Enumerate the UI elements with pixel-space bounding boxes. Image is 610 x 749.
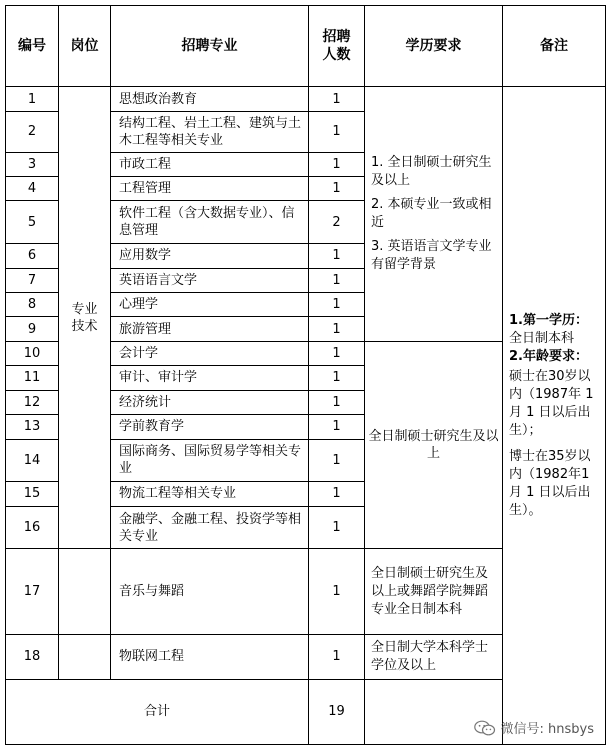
cell-major: 审计、审计学	[111, 366, 309, 390]
cell-education-group3: 全日制硕士研究生及以上或舞蹈学院舞蹈专业全日制本科	[365, 549, 503, 635]
header-no: 编号	[6, 6, 59, 87]
cell-count: 1	[309, 415, 365, 439]
cell-no: 11	[6, 366, 59, 390]
cell-no: 3	[6, 152, 59, 176]
table-row	[6, 87, 606, 111]
header-education: 学历要求	[365, 6, 503, 87]
cell-major: 工程管理	[111, 176, 309, 200]
cell-no: 4	[6, 176, 59, 200]
cell-no: 13	[6, 415, 59, 439]
cell-major: 软件工程（含大数据专业）、信息管理	[111, 201, 309, 244]
cell-count: 1	[309, 111, 365, 152]
cell-count: 1	[309, 176, 365, 200]
header-post: 岗位	[59, 6, 111, 87]
cell-no: 18	[6, 634, 59, 679]
cell-count: 1	[309, 366, 365, 390]
cell-count: 1	[309, 439, 365, 482]
cell-count: 1	[309, 244, 365, 268]
cell-no: 8	[6, 292, 59, 316]
cell-count: 1	[309, 549, 365, 635]
cell-count: 2	[309, 201, 365, 244]
cell-no: 14	[6, 439, 59, 482]
total-label: 合计	[6, 679, 309, 744]
cell-major: 旅游管理	[111, 317, 309, 341]
header-remark: 备注	[503, 6, 606, 87]
cell-count: 1	[309, 268, 365, 292]
cell-post: 专业 技术	[59, 87, 111, 549]
cell-no: 12	[6, 390, 59, 414]
cell-no: 17	[6, 549, 59, 635]
cell-count: 1	[309, 390, 365, 414]
cell-post-empty	[59, 549, 111, 635]
cell-major: 金融学、金融工程、投资学等相关专业	[111, 506, 309, 549]
remark-first-degree-value: 全日制本科	[509, 330, 575, 346]
cell-major: 学前教育学	[111, 415, 309, 439]
cell-major: 心理学	[111, 292, 309, 316]
cell-major: 思想政治教育	[111, 87, 309, 111]
recruitment-table-frame	[5, 5, 605, 745]
remark-age-title: 2.年龄要求：	[509, 348, 588, 364]
header-count: 招聘 人数	[309, 6, 365, 87]
cell-remark	[500, 87, 606, 745]
cell-education-group4: 全日制大学本科学士学位及以上	[365, 634, 503, 679]
cell-education-group1	[365, 87, 503, 341]
edu-req-2: 2. 本硕专业一致或相近	[371, 197, 492, 231]
cell-no: 7	[6, 268, 59, 292]
cell-count: 1	[309, 292, 365, 316]
wechat-watermark	[474, 718, 594, 737]
cell-major: 英语语言文学	[111, 268, 309, 292]
cell-no: 6	[6, 244, 59, 268]
total-value: 19	[309, 679, 365, 744]
cell-no: 10	[6, 341, 59, 365]
cell-count: 1	[309, 482, 365, 506]
cell-major: 经济统计	[111, 390, 309, 414]
remark-age-doctor: 博士在35岁以内（1982年1月 1 日以后出生）。	[509, 448, 591, 518]
cell-count: 1	[309, 506, 365, 549]
wechat-icon	[474, 720, 496, 736]
remark-age-master: 硕士在30岁以内（1987年 1月 1 日以后出生）；	[509, 368, 594, 438]
cell-major: 物流工程等相关专业	[111, 482, 309, 506]
cell-count: 1	[309, 87, 365, 111]
remark-first-degree-title: 1.第一学历：	[509, 312, 588, 328]
cell-major: 国际商务、国际贸易学等相关专业	[111, 439, 309, 482]
cell-major: 音乐与舞蹈	[111, 549, 309, 635]
edu-req-1: 1. 全日制硕士研究生及以上	[371, 155, 492, 189]
cell-count: 1	[309, 317, 365, 341]
watermark-text: 微信号: hnsbys	[500, 722, 594, 737]
cell-major: 物联网工程	[111, 634, 309, 679]
cell-major: 结构工程、岩土工程、建筑与土木工程等相关专业	[111, 111, 309, 152]
cell-no: 15	[6, 482, 59, 506]
cell-count: 1	[309, 341, 365, 365]
cell-no: 5	[6, 201, 59, 244]
cell-major: 应用数学	[111, 244, 309, 268]
cell-major: 会计学	[111, 341, 309, 365]
cell-no: 16	[6, 506, 59, 549]
cell-major: 市政工程	[111, 152, 309, 176]
cell-education-group2: 全日制硕士研究生及以上	[365, 341, 503, 549]
header-major: 招聘专业	[111, 6, 309, 87]
cell-count: 1	[309, 152, 365, 176]
cell-no: 9	[6, 317, 59, 341]
cell-post-empty	[59, 634, 111, 679]
recruitment-table	[5, 5, 606, 745]
edu-req-3: 3. 英语语言文学专业有留学背景	[371, 239, 492, 273]
header-row	[6, 6, 606, 87]
cell-no: 1	[6, 87, 59, 111]
cell-count: 1	[309, 634, 365, 679]
cell-no: 2	[6, 111, 59, 152]
